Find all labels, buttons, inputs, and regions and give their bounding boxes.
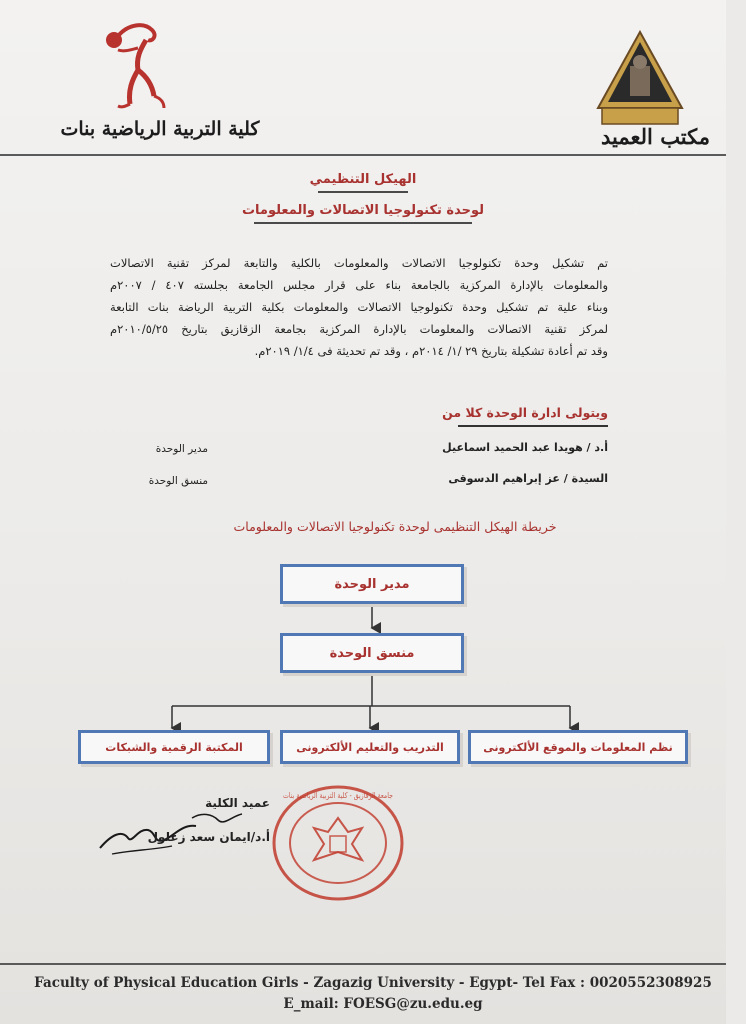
director-role: مدير الوحدة: [155, 443, 208, 455]
faculty-name: كلية التربية الرياضية بنات: [60, 118, 260, 140]
dean-name: أ.د/ايمان سعد زغلول: [147, 830, 270, 844]
department-box-elearning: التدريب والتعليم الألكترونى: [280, 730, 460, 764]
director-name: أ.د / هويدا عبد الحميد اسماعيل: [442, 441, 608, 454]
coordinator-role: منسق الوحدة: [148, 475, 208, 487]
management-heading-underline: [458, 425, 608, 427]
coordinator-name: السيدة / عز إبراهيم الدسوقى: [448, 472, 608, 485]
paragraph-line: والمعلومات بالإدارة المركزية بالجامعة بناء على قرار مجلس الجامعة بجلسته ٤٠٧ / ٢٠٠٧م: [110, 278, 609, 292]
director-box: مدير الوحدة: [280, 564, 464, 604]
management-heading: ويتولى ادارة الوحدة كلا من: [442, 405, 608, 420]
paragraph-line: لمركز تقنية الاتصالات والمعلومات بالإدارة المركزية بجامعة الزقازيق بتاريخ ٢٠١٠/٥/٢٥م: [110, 322, 608, 336]
sub-title-underline: [254, 222, 472, 224]
paragraph-line: وبناء علية تم تشكيل وحدة تكنولوجيا الاتصالات والمعلومات بكلية التربية الرياضة بنات التابعة: [110, 300, 608, 314]
dean-office-title: مكتب العميد: [601, 124, 710, 149]
seal-text: جامعة الزقازيق - كلية التربية الرياضية بنات: [283, 791, 394, 800]
intro-paragraph: [110, 252, 608, 362]
official-seal: [268, 782, 408, 904]
footer-address: Faculty of Physical Education Girls - Zagazig University - Egypt- Tel Fax : 0020552308925: [34, 975, 712, 991]
main-title: الهيكل التنظيمي: [309, 172, 417, 187]
footer-email: E_mail: FOESG@zu.edu.eg: [283, 996, 483, 1012]
header-divider: [0, 154, 726, 156]
paragraph-line: تم تشكيل وحدة تكنولوجيا الاتصالات والمعلومات بالكلية والتابعة لمركز تقنية الاتصالات: [110, 256, 608, 270]
footer-divider: [0, 963, 726, 965]
paragraph-line: وقد تم أعادة تشكيلة بتاريخ ٢٩ /١/ ٢٠١٤م ، وقد تم تحديثة فى ١/٤/ ٢٠١٩م.: [254, 344, 608, 358]
org-chart-title: خريطة الهيكل التنظيمى لوحدة تكنولوجيا الاتصالات والمعلومات: [233, 519, 557, 534]
department-box-information-systems: نظم المعلومات والموقع الألكترونى: [468, 730, 688, 764]
coordinator-box: منسق الوحدة: [280, 633, 464, 673]
eagle-emblem-icon: [314, 818, 362, 860]
dean-label: عميد الكلية: [205, 796, 270, 810]
athlete-icon: [88, 20, 178, 120]
department-box-digital-library: المكتبة الرقمية والشبكات: [78, 730, 270, 764]
university-logo: [592, 28, 688, 128]
main-title-underline: [318, 191, 408, 193]
sub-title: لوحدة تكنولوجيا الاتصالات والمعلومات: [241, 203, 485, 218]
